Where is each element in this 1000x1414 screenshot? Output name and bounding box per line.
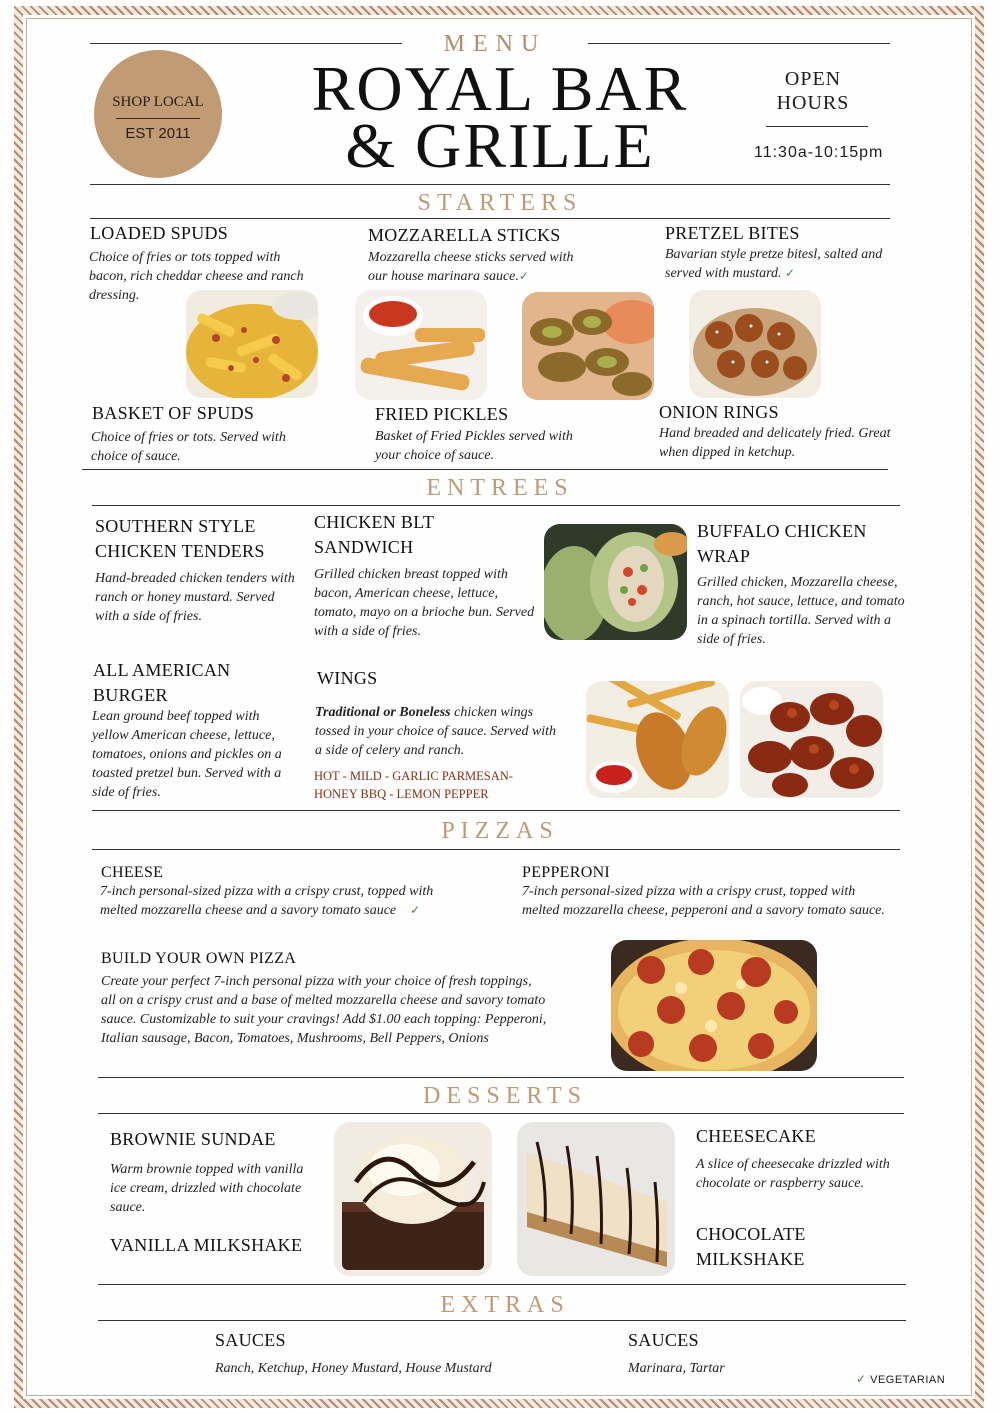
item-mozzarella-sticks-text: Mozzarella cheese sticks served with our house marinara sauce. [368,250,574,284]
section-extras: EXTRAS [440,1292,570,1318]
brownie-sundae-photo [334,1122,492,1276]
wings-flavors-line-2: HONEY BBQ - LEMON PEPPER [314,787,489,801]
brand-line-1: ROYAL BAR [311,53,689,124]
item-build-pizza-desc: Create your perfect 7-inch personal pizza with your choice of fresh toppings, all on a crispy crust and a base of melted mozzarella cheese and savory tomato sauce. Customizable to suit your cravings! Add $1.00 each topping: Pepperoni, Italian sausage, Bacon, Tomatoes, Mushrooms, Bell Peppers, Onions [101,974,547,1046]
item-burger-title-2: BURGER [93,685,168,705]
item-mozzarella-sticks-title: MOZZARELLA STICKS [368,225,561,245]
item-cheese-pizza-title: CHEESE [101,864,164,881]
desserts-rule-top [98,1113,904,1114]
item-sauces-left-desc: Ranch, Ketchup, Honey Mustard, House Mustard [215,1361,492,1376]
item-fried-pickles-desc: Basket of Fried Pickles served with your choice of sauce. [375,429,573,463]
item-mozzarella-sticks-desc [368,248,580,286]
cheesecake-photo [517,1122,675,1276]
item-burger-title-1: ALL AMERICAN [93,660,231,680]
starters-rule-top [90,218,890,219]
chicken-tenders-photo [586,681,729,798]
item-basket-of-spuds-title: BASKET OF SPUDS [92,403,255,423]
badge-divider [116,118,200,119]
loaded-spuds-photo [186,290,318,398]
starters-rule-bottom [82,469,888,470]
item-fried-pickles-title: FRIED PICKLES [375,404,509,424]
item-chicken-tenders-desc: Hand-breaded chicken tenders with ranch or honey mustard. Served with a side of fries. [95,571,295,624]
item-onion-rings-desc: Hand breaded and delicately fried. Great when dipped in ketchup. [659,426,891,460]
item-brownie-sundae-title: BROWNIE SUNDAE [110,1129,276,1149]
item-cheese-pizza-desc [100,882,445,920]
shop-local-badge [94,50,222,178]
pizzas-rule-bottom [98,1077,904,1078]
brand-line-2: & GRILLE [345,110,655,181]
vegetarian-icon: ✓ [410,903,421,917]
item-vanilla-milkshake-title: VANILLA MILKSHAKE [110,1235,303,1255]
item-chicken-tenders-title-2: CHICKEN TENDERS [95,541,265,561]
badge-shop-local: SHOP LOCAL [112,94,204,110]
item-loaded-spuds-desc: Choice of fries or tots topped with bacon, rich cheddar cheese and ranch dressing. [89,250,304,303]
item-chicken-blt-title-1: CHICKEN BLT [314,512,435,532]
item-chicken-blt-desc: Grilled chicken breast topped with bacon, American cheese, lettuce, tomato, mayo on a brioche bun. Served with a side of fries. [314,567,535,639]
vegetarian-icon: ✓ [785,266,796,280]
desserts-rule-bottom [98,1284,906,1285]
item-cheese-pizza-text: 7-inch personal-sized pizza with a crispy crust, topped with melted mozzarella cheese and a savory tomato sauce [100,884,434,918]
item-loaded-spuds-title: LOADED SPUDS [90,223,229,243]
wings-photo [740,681,883,798]
item-pepperoni-pizza-desc: 7-inch personal-sized pizza with a crispy crust, topped with melted mozzarella cheese, pepperoni and a savory tomato sauce. [522,884,885,918]
item-chocolate-milkshake-title-2: MILKSHAKE [696,1249,805,1269]
section-pizzas: PIZZAS [441,818,559,844]
vegetarian-legend-label: VEGETARIAN [870,1374,946,1386]
vegetarian-icon: ✓ [518,269,529,283]
entrees-rule-top [92,505,900,506]
header-rule-left [90,43,402,44]
vegetarian-legend [856,1372,945,1386]
wings-desc-text: chicken wings tossed in your choice of sauce. Served with a side of celery and ranch. [315,705,557,758]
item-brownie-sundae-desc: Warm brownie topped with vanilla ice cream, drizzled with chocolate sauce. [110,1162,304,1215]
hours-divider [766,126,868,127]
section-starters: STARTERS [417,190,583,216]
mozzarella-sticks-photo [355,290,487,400]
item-chicken-blt-title [314,510,434,560]
item-buffalo-wrap-title-2: WRAP [697,546,751,566]
item-pepperoni-pizza-title: PEPPERONI [522,864,611,881]
wings-flavors [314,767,574,803]
item-onion-rings-title: ONION RINGS [659,402,779,422]
item-wings-desc [315,703,565,760]
item-sauces-left-title: SAUCES [215,1330,286,1350]
open-hours-line-1: OPEN [784,68,842,90]
item-buffalo-wrap-title [697,519,867,569]
item-sauces-right-title: SAUCES [628,1330,699,1350]
open-hours-title [760,67,866,115]
item-basket-of-spuds-desc: Choice of fries or tots. Served with choice of sauce. [91,430,286,464]
vegetarian-icon: ✓ [856,1372,867,1386]
buffalo-wrap-photo [544,524,687,640]
header-bottom-rule [90,184,890,185]
badge-established: EST 2011 [125,125,191,142]
open-hours-line-2: HOURS [776,92,850,114]
section-entrees: ENTREES [426,475,574,501]
item-cheesecake-title: CHEESECAKE [696,1126,816,1146]
item-pretzel-bites-title: PRETZEL BITES [665,223,800,243]
pepperoni-pizza-photo [611,940,817,1071]
item-chocolate-milkshake-title [696,1222,806,1272]
extras-rule-top [98,1320,906,1321]
fried-pickles-photo [522,292,654,400]
item-build-pizza-title: BUILD YOUR OWN PIZZA [101,950,297,967]
item-burger-desc: Lean ground beef topped with yellow American cheese, lettuce, tomatoes, onions and pickles on a toasted pretzel bun. Served with a side of fries. [92,709,282,800]
item-burger-title [93,658,230,708]
pretzel-bites-photo [689,290,821,398]
wings-flavors-line-1: HOT - MILD - GARLIC PARMESAN- [314,769,513,783]
pizzas-rule-top [92,849,900,850]
entrees-rule-bottom [92,810,900,811]
item-pretzel-bites-desc [665,245,897,283]
open-hours-value: 11:30a-10:15pm [754,144,884,161]
item-chocolate-milkshake-title-1: CHOCOLATE [696,1224,806,1244]
header-rule-right [588,43,890,44]
item-pretzel-bites-text: Bavarian style pretze bitesl, salted and served with mustard. [665,247,883,281]
item-cheesecake-desc: A slice of cheesecake drizzled with chocolate or raspberry sauce. [696,1157,890,1191]
item-chicken-tenders-title-1: SOUTHERN STYLE [95,516,256,536]
item-buffalo-wrap-desc: Grilled chicken, Mozzarella cheese, ranch, hot sauce, lettuce, and tomato in a spinach tortilla. Served with a side of fries. [697,575,905,647]
item-chicken-tenders-title [95,514,265,564]
menu-label: MENU [443,31,547,57]
item-sauces-right-desc: Marinara, Tartar [628,1361,725,1376]
item-wings-title: WINGS [317,668,378,688]
item-chicken-blt-title-2: SANDWICH [314,537,414,557]
wings-style-options: Traditional or Boneless [315,705,451,720]
section-desserts: DESSERTS [423,1083,587,1109]
item-buffalo-wrap-title-1: BUFFALO CHICKEN [697,521,867,541]
